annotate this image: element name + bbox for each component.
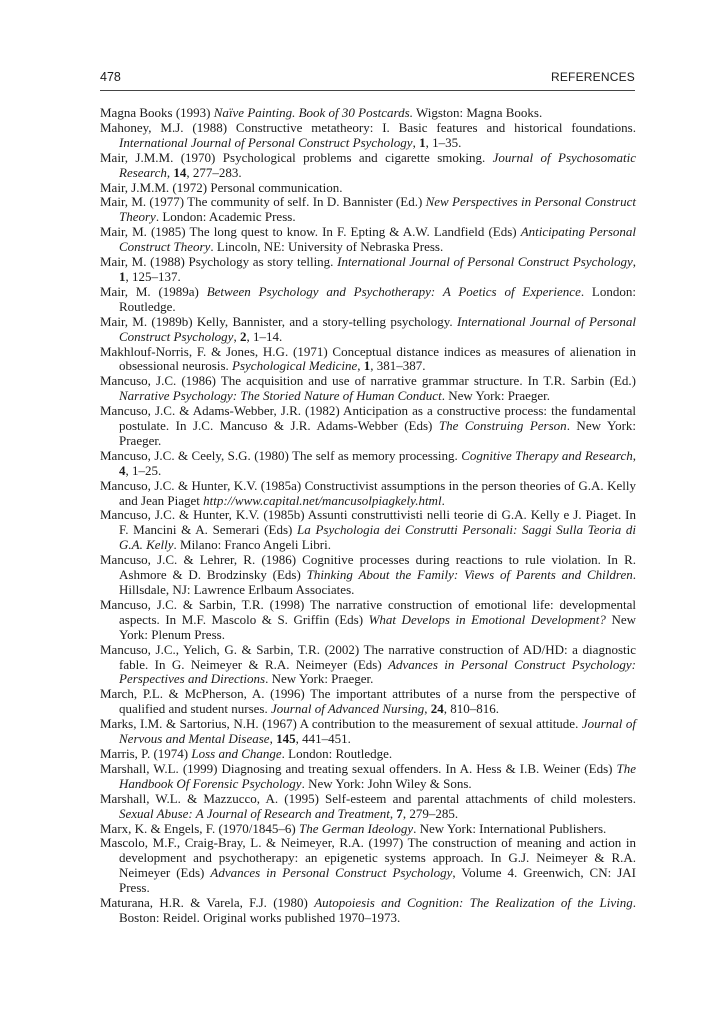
reference-text: Mair, M. (1988) Psychology as story telling. [100,254,338,270]
reference-title: Narrative Psychology: The Storied Nature of Human Conduct [119,388,442,404]
reference-volume: 145 [276,731,296,747]
reference-text: . Hillsdale, NJ: Lawrence Erlbaum Associates. [119,567,636,597]
reference-text: March, P.L. & McPherson, A. (1996) The important attributes of a nurse from the perspective of qualified and student nurses. [100,686,636,717]
reference-title: What Develops in Emotional Development? [368,611,606,627]
reference-text: . New York: Praeger. [265,671,374,687]
reference-text: , 381–387. [370,358,426,374]
reference-text: . New York: Praeger. [119,418,637,448]
reference-title: Thinking About the Family: Views of Parents and Children [306,567,633,583]
reference-title: The Handbook Of Forensic Psychology [119,760,636,791]
reference-entry [100,181,636,196]
reference-entry [100,374,636,404]
reference-text: . New York: John Wiley & Sons. [301,775,472,791]
reference-title: Journal of Advanced Nursing [271,701,425,717]
reference-text: Mancuso, J.C. & Adams-Webber, J.R. (1982) Anticipation as a constructive process: the fundamental postulate. In J.C. Mancuso & J.R. Adams-Webber (Eds) [100,403,636,434]
reference-text: Magna Books (1993) [100,105,214,120]
reference-entry [100,717,636,747]
reference-entry [100,285,636,315]
reference-entry [100,151,636,181]
reference-title: International Journal of Personal Construct Psychology [337,254,633,270]
reference-text: Mancuso, J.C. & Ceely, S.G. (1980) The self as memory processing. [100,447,462,463]
reference-text: . Lincoln, NE: University of Nebraska Press. [210,239,444,255]
reference-text: Mair, M. (1985) The long quest to know. In F. Epting & A.W. Landfield (Eds) [100,224,521,240]
reference-text: New York: Plenum Press. [119,611,636,642]
reference-text: , 1–14. [246,328,283,344]
reference-title: Cognitive Therapy and Research [461,447,633,463]
reference-volume: 4 [119,462,126,478]
reference-text: . Boston: Reidel. Original works published 1970–1973. [119,895,637,925]
reference-text: Mancuso, J.C. & Lehrer, R. (1986) Cognitive processes during reactions to rule violation. In R. Ashmore & D. Brodzinsky (Eds) [100,552,636,583]
reference-entry [100,345,636,375]
reference-entry [100,508,636,553]
reference-volume: 1 [419,134,426,150]
reference-title: Loss and Change [191,745,282,761]
reference-text: , 1–25. [125,462,162,478]
reference-title: La Psychologia dei Construtti Personali: Saggi Sulla Teoria di G.A. Kelly [119,522,637,553]
reference-entry [100,195,636,225]
reference-entry [100,687,636,717]
reference-text: Mair, M. (1977) The community of self. In D. Bannister (Ed.) [100,194,426,210]
reference-entry [100,315,636,345]
reference-text: Marx, K. & Engels, F. (1970/1845–6) [100,820,299,836]
reference-entry [100,747,636,762]
reference-text: , [632,254,636,270]
reference-text: Marks, I.M. & Sartorius, N.H. (1967) A contribution to the measurement of sexual attitude. [100,716,582,732]
reference-text: , [389,805,397,821]
reference-text: , 810–816. [443,701,499,717]
reference-text: , [357,358,364,374]
reference-entry [100,404,636,449]
reference-text: , [632,447,636,463]
reference-title: Advances in Personal Construct Psychology [210,865,453,881]
reference-text: , 279–285. [402,805,459,821]
reference-title: International Journal of Personal Construct Psychology [119,313,636,344]
reference-text: . Milano: Franco Angeli Libri. [173,537,331,553]
running-header [100,68,635,91]
reference-volume: 14 [173,164,187,180]
reference-entry [100,822,636,837]
reference-title: The German Ideology [299,820,414,836]
reference-title: Psychological Medicine [232,358,358,374]
reference-title: Between Psychology and Psychotherapy: A Poetics of Experience [206,283,581,299]
reference-title: Naïve Painting. Book of 30 Postcards. [213,105,413,120]
reference-entry [100,762,636,792]
reference-text: Mascolo, M.F., Craig-Bray, L. & Neimeyer, R.A. (1997) The construction of meaning and action in development and psychotherapy: an epigenetic systems approach. In G.J. Neimeyer & R.A. Neimeyer (Eds) [100,835,636,881]
reference-title: http://www.capital.net/mancusolpiagkely.html [203,492,442,508]
reference-text: Mair, J.M.M. (1970) Psychological problems and cigarette smoking. [100,149,493,165]
reference-entry [100,598,636,643]
reference-volume: 24 [430,701,444,717]
reference-entry [100,553,636,598]
reference-entry [100,225,636,255]
reference-text: Mahoney, M.J. (1988) Constructive metatheory: I. Basic features and historical foundations. [100,119,636,135]
reference-list [100,106,636,926]
reference-volume: 1 [363,358,371,374]
reference-text: , 441–451. [295,731,351,747]
reference-title: New Perspectives in Personal Construct Theory [119,194,637,225]
reference-text: Makhlouf-Norris, F. & Jones, H.G. (1971) Conceptual distance indices as measures of alienation in obsessional neurosis. [100,343,636,374]
reference-title: Autopoiesis and Cognition: The Realization of the Living [314,895,633,911]
reference-text: , [412,134,420,150]
reference-text: . New York: Praeger. [441,388,551,404]
reference-text: . London: Routledge. [281,745,393,761]
reference-entry [100,836,636,896]
reference-title: Anticipating Personal Construct Theory [119,224,637,255]
reference-entry [100,121,636,151]
reference-title: Advances in Personal Construct Psychology: Perspectives and Directions [119,656,636,687]
reference-entry [100,479,636,509]
reference-text: , 277–283. [186,164,242,180]
reference-text: Mancuso, J.C., Yelich, G. & Sarbin, T.R. (2002) The narrative construction of AD/HD: a diagnostic fable. In G. Neimeyer & R.A. Neimeyer (Eds) [100,641,636,672]
reference-title: International Journal of Personal Construct Psychology [119,134,413,150]
reference-entry [100,792,636,822]
reference-text: , Volume 4. Greenwich, CN: JAI Press. [119,865,636,896]
reference-text: , [166,164,174,180]
reference-title: The Construing Person [438,418,567,434]
reference-text: . [441,492,445,508]
reference-entry [100,643,636,688]
running-head-title: REFERENCES [550,70,635,84]
reference-text: Wigston: Magna Books. [412,105,543,120]
reference-text: Mair, M. (1989a) [100,283,207,299]
reference-text: Marshall, W.L. (1999) Diagnosing and treating sexual offenders. In A. Hess & I.B. Weiner (Eds) [100,760,617,776]
reference-text: Mancuso, J.C. & Hunter, K.V. (1985a) Constructivist assumptions in the person theories of G.A. Kelly and Jean Piaget [100,477,636,508]
reference-text: Mair, J.M.M. (1972) Personal communication. [100,179,343,195]
reference-volume: 2 [239,328,247,344]
reference-text: , 1–35. [425,134,462,150]
reference-text: , [424,701,431,717]
reference-entry [100,896,636,926]
reference-text: Mancuso, J.C. (1986) The acquisition and use of narrative grammar structure. In T.R. Sarbin (Ed.) [100,373,636,389]
reference-text: , 125–137. [125,268,181,284]
reference-text: , [269,731,277,747]
reference-entry [100,449,636,479]
reference-text: Marshall, W.L. & Mazzucco, A. (1995) Self-esteem and parental attachments of child molesters. [100,790,636,806]
reference-text: . London: Routledge. [119,283,636,314]
reference-volume: 1 [119,268,126,284]
reference-text: Maturana, H.R. & Varela, F.J. (1980) [100,895,315,911]
reference-volume: 7 [396,805,403,821]
reference-text: Mancuso, J.C. & Hunter, K.V. (1985b) Assunti construttivisti nelli teorie di G.A. Kelly e J. Piaget. In F. Mancini & A. Semerari (Eds) [100,507,636,538]
reference-text: Marris, P. (1974) [100,745,192,761]
reference-text: . New York: International Publishers. [413,820,607,836]
reference-title: Journal of Psychosomatic Research [119,149,636,180]
reference-text: Mancuso, J.C. & Sarbin, T.R. (1998) The narrative construction of emotional life: developmental aspects. In M.F. Mascolo & S. Griffin (Eds) [100,596,636,627]
reference-entry [100,255,636,285]
reference-text: . London: Academic Press. [155,209,296,225]
reference-title: Journal of Nervous and Mental Disease [119,716,636,747]
reference-title: Sexual Abuse: A Journal of Research and Treatment [119,805,390,821]
reference-text: , [233,328,240,344]
reference-entry [100,106,636,121]
page-number: 478 [100,70,121,84]
reference-text: Mair, M. (1989b) Kelly, Bannister, and a story-telling psychology. [100,313,457,329]
